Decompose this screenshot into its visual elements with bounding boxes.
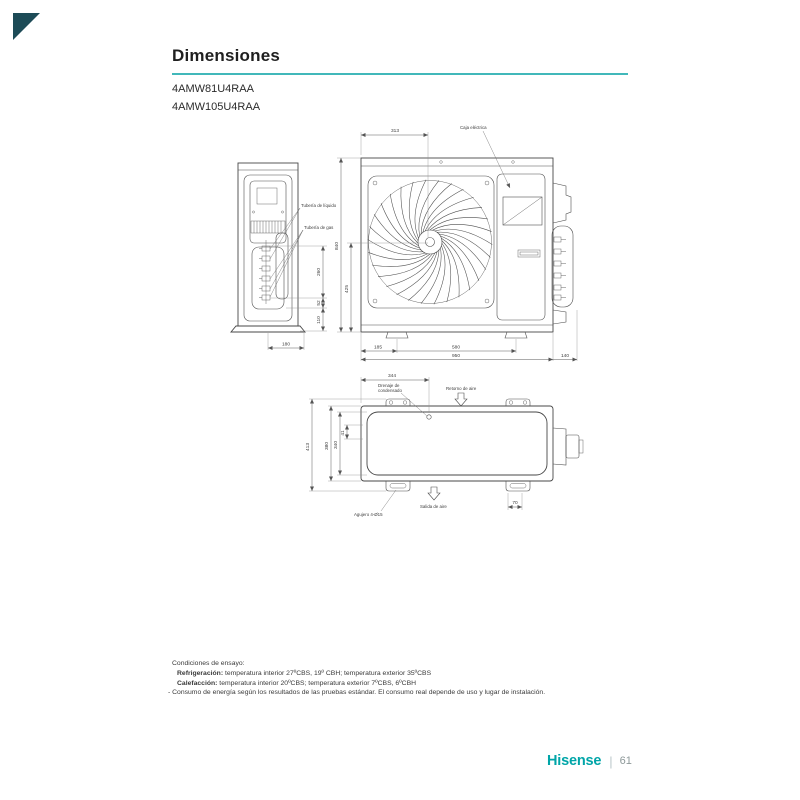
dim-label-52: 52 bbox=[317, 300, 322, 306]
dim-label-840: 840 bbox=[335, 241, 340, 251]
footer-separator: | bbox=[609, 753, 613, 769]
page-title: Dimensiones bbox=[172, 46, 281, 65]
conditions-title: Condiciones de ensayo: bbox=[172, 660, 245, 667]
conditions-heating bbox=[168, 679, 545, 689]
dim-label-425: 425 bbox=[345, 284, 350, 294]
label-tuberia-liquido: Tubería de líquido bbox=[301, 203, 337, 208]
page-footer-brand bbox=[547, 751, 632, 771]
pipe-fittings bbox=[259, 246, 270, 300]
conditions-note: - Consumo de energía según los resultados de las pruebas estándar. El consumo real depende de uso y lugar de instalación. bbox=[168, 689, 546, 697]
heating-label: Calefacción: bbox=[177, 679, 218, 687]
cooling-label: Refrigeración: bbox=[177, 669, 224, 677]
air-return-arrow-icon bbox=[455, 393, 467, 406]
dim-label-260: 260 bbox=[317, 267, 322, 277]
air-outlet-arrow-icon bbox=[428, 487, 440, 500]
model-number-2: 4AMW105U4RAA bbox=[172, 100, 261, 113]
label-drenaje-2: condensado bbox=[378, 388, 402, 393]
label-drenaje-1: Drenaje de bbox=[378, 383, 400, 388]
hisense-logo: Hisense bbox=[547, 753, 602, 769]
dim-label-180: 180 bbox=[281, 342, 291, 348]
label-caja-electrica: Caja eléctrica bbox=[460, 125, 487, 130]
heating-values: temperatura interior 20ºCBS; temperatura exterior 7ºCBS, 6ºCBH bbox=[217, 679, 417, 687]
dim-label-140: 140 bbox=[560, 354, 570, 359]
electrical-box bbox=[497, 174, 545, 320]
dim-label-185: 185 bbox=[373, 345, 383, 351]
label-retorno-de-aire: Retorno de aire bbox=[446, 386, 477, 391]
valve-cover bbox=[552, 183, 573, 324]
label-salida-de-aire: Salida de aire bbox=[420, 504, 447, 509]
label-tuberia-gas: Tubería de gas bbox=[304, 225, 334, 230]
dim-label-340: 340 bbox=[334, 440, 339, 450]
front-view-drawing bbox=[334, 125, 577, 361]
dim-label-950: 950 bbox=[451, 354, 461, 359]
dim-label-110: 110 bbox=[317, 316, 322, 324]
dim-label-70: 70 bbox=[512, 501, 518, 506]
side-view-drawing bbox=[231, 163, 337, 350]
page-number: 61 bbox=[619, 755, 632, 767]
conditions-cooling bbox=[168, 669, 545, 679]
dim-label-344: 344 bbox=[387, 374, 397, 379]
cooling-values: temperatura interior 27ºCBS, 19º CBH; temperatura exterior 35ºCBS bbox=[223, 669, 432, 677]
test-conditions bbox=[168, 659, 545, 698]
label-agujero: Agujero 4-Ø15 bbox=[354, 512, 383, 517]
model-number-1: 4AMW81U4RAA bbox=[172, 83, 254, 95]
dim-label-380: 380 bbox=[325, 441, 330, 451]
fan-spiral-grille bbox=[367, 179, 493, 305]
dim-label-580: 580 bbox=[451, 345, 461, 351]
dim-label-41: 41 bbox=[341, 430, 346, 436]
dim-label-313: 313 bbox=[390, 129, 400, 134]
top-view-drawing bbox=[305, 373, 583, 517]
dim-label-413: 413 bbox=[306, 442, 311, 452]
